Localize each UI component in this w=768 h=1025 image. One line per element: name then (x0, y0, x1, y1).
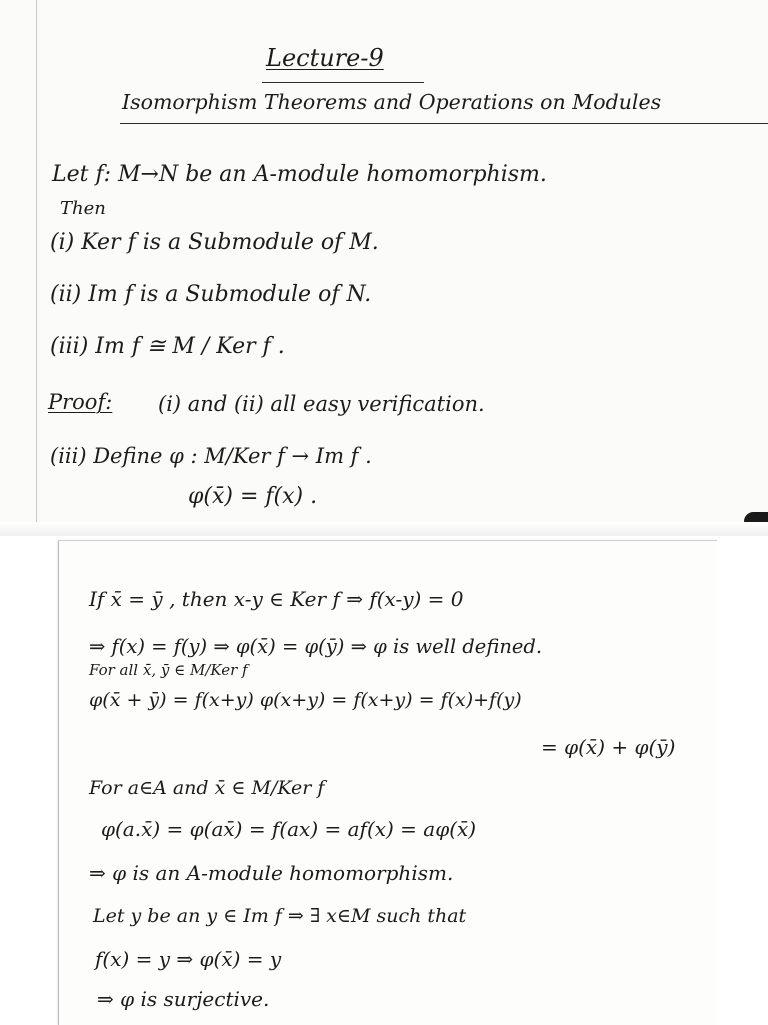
proof-line: = φ(x̄) + φ(ȳ) (541, 735, 676, 759)
title-underline (262, 82, 424, 83)
margin-line (36, 0, 37, 522)
notebook-page-bottom (58, 540, 717, 1025)
proof-line: For all x̄, ȳ ∈ M/Ker f (89, 661, 248, 679)
page-gap (0, 522, 768, 536)
proof-line: If x̄ = ȳ , then x-y ∈ Ker f ⇒ f(x-y) = 0 (89, 587, 464, 611)
proof-line: φ(x̄ + ȳ) = f(x+y) φ(x+y) = f(x+y) = f(x)+f(y) (89, 689, 522, 711)
proof-line: ⇒ φ is an A-module homomorphism. (89, 861, 454, 885)
proof-line: φ(a.x̄) = φ(ax̄) = f(ax) = af(x) = aφ(x̄) (101, 817, 477, 841)
lecture-title: Lecture-9 (266, 44, 384, 72)
proof-line: Let y be an y ∈ Im f ⇒ ∃ x∈M such that (93, 905, 467, 927)
proof-line: ⇒ φ is surjective. (97, 987, 270, 1011)
proof-line: f(x) = y ⇒ φ(x̄) = y (95, 947, 282, 971)
theorem-then: Then (60, 198, 106, 219)
item-kernel: (i) Ker f is a Submodule of M. (50, 230, 379, 255)
theorem-statement: Let f: M→N be an A-module homomorphism. (52, 162, 547, 187)
proof-line: For a∈A and x̄ ∈ M/Ker f (89, 777, 325, 799)
subtitle-underline (120, 123, 768, 124)
define-phi: (iii) Define φ : M/Ker f → Im f . (50, 444, 372, 468)
phi-definition: φ(x̄) = f(x) . (188, 484, 318, 509)
item-image: (ii) Im f is a Submodule of N. (50, 282, 372, 307)
proof-label: Proof: (48, 390, 113, 414)
proof-easy: (i) and (ii) all easy verification. (158, 392, 485, 416)
item-isomorphism: (iii) Im f ≅ M / Ker f . (50, 334, 285, 359)
lecture-subtitle: Isomorphism Theorems and Operations on Modules (122, 90, 662, 114)
proof-line: ⇒ f(x) = f(y) ⇒ φ(x̄) = φ(ȳ) ⇒ φ is well defined. (89, 635, 543, 658)
